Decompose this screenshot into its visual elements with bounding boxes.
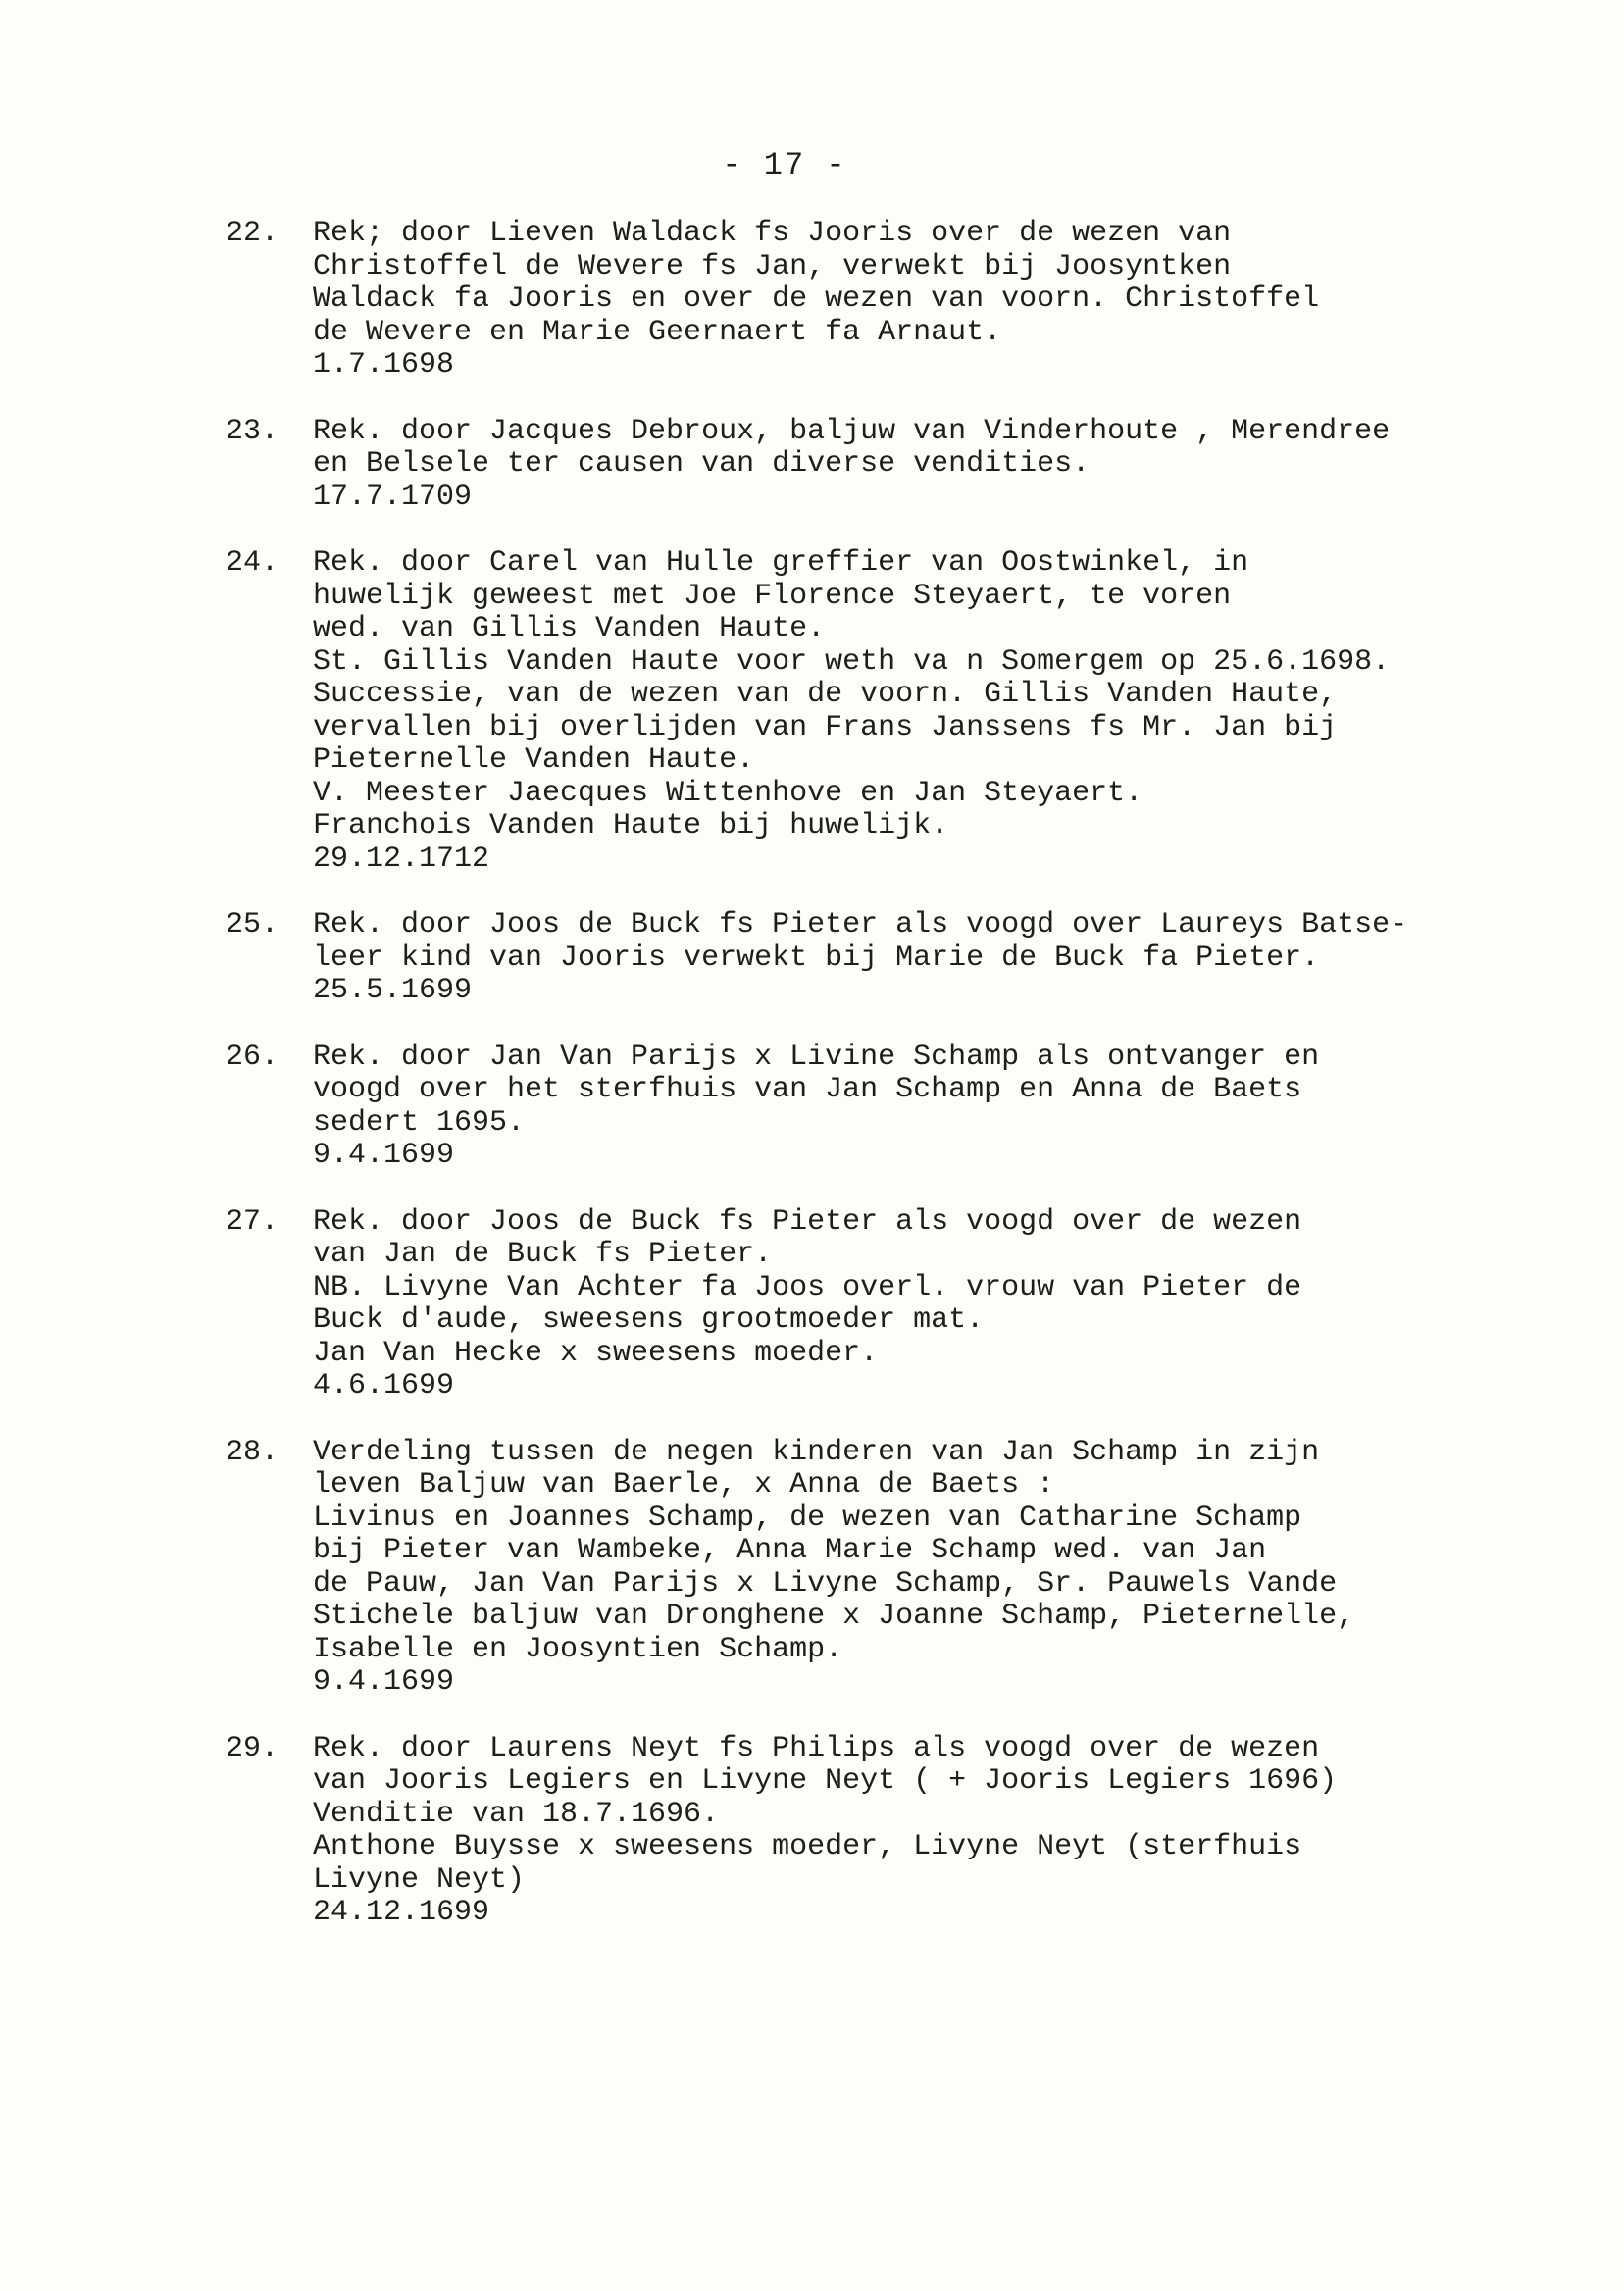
entry-text-line: en Belsele ter causen van diverse vendities. bbox=[313, 447, 1091, 481]
entry-item bbox=[226, 1733, 1559, 1930]
entry-text-line: Venditie van 18.7.1696. bbox=[313, 1797, 720, 1831]
entry-text-line: 17.7.1709 bbox=[313, 480, 473, 514]
entry-number: 27. bbox=[226, 1204, 279, 1239]
entry-text-line: van Jan de Buck fs Pieter. bbox=[313, 1238, 773, 1271]
entry-text-line: wed. van Gillis Vanden Haute. bbox=[313, 612, 826, 645]
entry-text-line: 9.4.1699 bbox=[313, 1665, 455, 1699]
entry-text-line: Jan Van Hecke x sweesens moeder. bbox=[313, 1336, 879, 1370]
entry-text-line: voogd over het sterfhuis van Jan Schamp en Anna de Baets bbox=[313, 1073, 1302, 1106]
entry-text-line: Rek; door Lieven Waldack fs Jooris over de wezen van bbox=[313, 217, 1232, 250]
entry-text-line: V. Meester Jaecques Wittenhove en Jan Steyaert. bbox=[313, 776, 1143, 810]
entry-text-line: de Pauw, Jan Van Parijs x Livyne Schamp, Sr. Pauwels Vande bbox=[313, 1566, 1338, 1601]
entry-number: 26. bbox=[226, 1040, 279, 1074]
entry-text-line: bij Pieter van Wambeke, Anna Marie Schamp wed. van Jan bbox=[313, 1534, 1267, 1567]
entry-number: 24. bbox=[226, 546, 279, 580]
page-number: - 17 - bbox=[722, 147, 847, 183]
entry-text-line: sedert 1695. bbox=[313, 1105, 526, 1140]
entry-text-line: Stichele baljuw van Dronghene x Joanne Schamp, Pieternelle, bbox=[313, 1600, 1355, 1633]
entry-item bbox=[226, 1042, 1559, 1173]
entry-item bbox=[226, 416, 1559, 515]
entry-text-line: 9.4.1699 bbox=[313, 1139, 455, 1172]
entry-text-line: Buck d'aude, sweesens grootmoeder mat. bbox=[313, 1303, 985, 1337]
entry-text-line: Franchois Vanden Haute bij huwelijk. bbox=[313, 809, 949, 842]
entry-number: 22. bbox=[226, 217, 279, 250]
entry-text-line: Anthone Buysse x sweesens moeder, Livyne Neyt (sterfhuis bbox=[313, 1830, 1302, 1863]
entry-text-line: 1.7.1698 bbox=[313, 348, 455, 382]
entry-text-line: Successie, van de wezen van de voorn. Gillis Vanden Haute, bbox=[313, 678, 1338, 711]
entry-text-line: Livinus en Joannes Schamp, de wezen van Catharine Schamp bbox=[313, 1501, 1302, 1535]
entry-text-line: 4.6.1699 bbox=[313, 1369, 455, 1402]
entry-number: 23. bbox=[226, 414, 279, 448]
entry-item bbox=[226, 1206, 1559, 1403]
entry-text-line: Rek. door Carel van Hulle greffier van Oostwinkel, in bbox=[313, 546, 1249, 580]
entry-text-line: Verdeling tussen de negen kinderen van Jan Schamp in zijn bbox=[313, 1435, 1320, 1469]
entry-text-line: 29.12.1712 bbox=[313, 841, 490, 876]
entry-text-line: leven Baljuw van Baerle, x Anna de Baets : bbox=[313, 1468, 1055, 1502]
entry-text-line: NB. Livyne Van Achter fa Joos overl. vrouw van Pieter de bbox=[313, 1270, 1302, 1304]
entry-text-line: Christoffel de Wevere fs Jan, verwekt bij Joosyntken bbox=[313, 249, 1232, 283]
entry-text-line: Rek. door Joos de Buck fs Pieter als voogd over Laureys Batse- bbox=[313, 908, 1408, 942]
entry-item bbox=[226, 547, 1559, 876]
entry-text-line: huwelijk geweest met Joe Florence Steyaert, te voren bbox=[313, 579, 1232, 613]
entry-text-line: Pieternelle Vanden Haute. bbox=[313, 743, 755, 777]
entry-text-line: leer kind van Jooris verwekt bij Marie de Buck fa Pieter. bbox=[313, 941, 1320, 975]
entry-text-line: Isabelle en Joosyntien Schamp. bbox=[313, 1632, 843, 1666]
entry-number: 29. bbox=[226, 1731, 279, 1765]
entry-text-line: vervallen bij overlijden van Frans Janssens fs Mr. Jan bij bbox=[313, 710, 1338, 744]
entry-number: 28. bbox=[226, 1435, 279, 1469]
entry-text-line: St. Gillis Vanden Haute voor weth va n Somergem op 25.6.1698. bbox=[313, 644, 1391, 679]
entry-text-line: van Jooris Legiers en Livyne Neyt ( + Jooris Legiers 1696) bbox=[313, 1764, 1338, 1798]
entry-text-line: Livyne Neyt) bbox=[313, 1862, 526, 1897]
entry-text-line: 25.5.1699 bbox=[313, 974, 473, 1007]
entry-text-line: Rek. door Jacques Debroux, baljuw van Vinderhoute , Merendree bbox=[313, 414, 1391, 448]
entry-list bbox=[226, 218, 1559, 1963]
entry-text-line: Rek. door Laurens Neyt fs Philips als voogd over de wezen bbox=[313, 1731, 1320, 1765]
entry-text-line: Waldack fa Jooris en over de wezen van voorn. Christoffel bbox=[313, 282, 1320, 316]
entry-item bbox=[226, 909, 1559, 1008]
entry-item bbox=[226, 218, 1559, 382]
entry-number: 25. bbox=[226, 908, 279, 942]
entry-text-line: Rek. door Jan Van Parijs x Livine Schamp als ontvanger en bbox=[313, 1040, 1320, 1074]
entry-text-line: Rek. door Joos de Buck fs Pieter als voogd over de wezen bbox=[313, 1204, 1302, 1239]
entry-text-line: de Wevere en Marie Geernaert fa Arnaut. bbox=[313, 315, 1002, 349]
entry-text-line: 24.12.1699 bbox=[313, 1896, 490, 1929]
entry-item bbox=[226, 1437, 1559, 1700]
